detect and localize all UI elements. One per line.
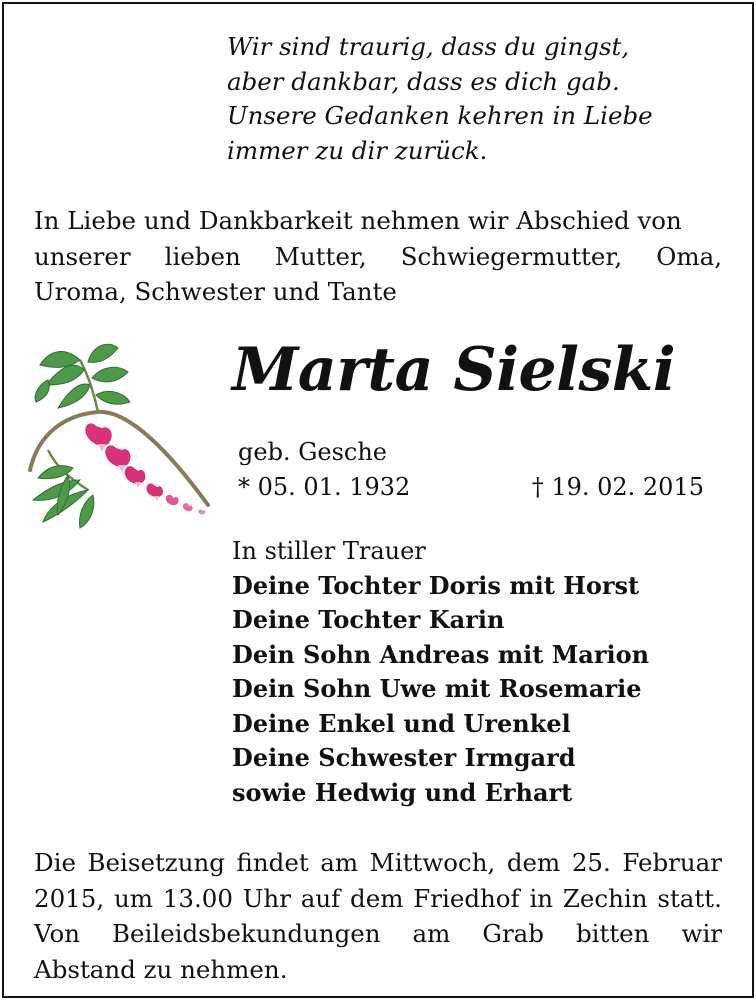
closing-word: dem (350, 883, 404, 913)
intro-word: unserer (34, 241, 131, 271)
closing-line (34, 916, 722, 952)
intro-line: In Liebe und Dankbarkeit nehmen wir Abschied von (34, 206, 682, 235)
maiden-name: geb. Gesche (238, 438, 387, 466)
closing-word: bitten (575, 919, 650, 948)
mourner-entry: Deine Schwester Irmgard (232, 743, 576, 772)
mourner-entry: Deine Tochter Karin (232, 605, 505, 634)
closing-line (34, 881, 722, 917)
poem-line: aber dankbar, dass es dich gab. (227, 66, 620, 96)
closing-word: 13.00 (162, 883, 233, 913)
mourner-entry: Deine Enkel und Urenkel (232, 708, 571, 738)
closing-word: wir (681, 919, 722, 948)
intro-word: Schwiegermutter, (400, 241, 623, 271)
mourner-entry: Dein Sohn Uwe mit Rosemarie (232, 674, 642, 703)
intro-line: Uroma, Schwester und Tante (34, 277, 397, 306)
closing-word: Grab (482, 919, 544, 948)
poem-line: Unsere Gedanken kehren in Liebe (227, 101, 653, 130)
closing-word: in (529, 883, 554, 913)
closing-line: Abstand zu nehmen. (34, 954, 288, 984)
poem-line: immer zu dir zurück. (227, 135, 488, 165)
mourner-entry: Deine Tochter Doris mit Horst (232, 570, 640, 600)
intro-paragraph (34, 203, 722, 310)
closing-word: um (113, 883, 153, 913)
closing-word: Die (34, 848, 76, 877)
mourner-entry: Dein Sohn Andreas mit Marion (232, 639, 650, 669)
intro-word: Oma, (656, 241, 722, 271)
closing-word: Mittwoch, (369, 848, 496, 877)
closing-word: Uhr (242, 883, 291, 913)
closing-word: am (412, 919, 451, 948)
deceased-name: Marta Sielski (232, 335, 676, 405)
bleeding-heart-flower-icon (18, 340, 228, 530)
closing-word: statt. (657, 883, 722, 913)
closing-word: 2015, (34, 883, 105, 913)
memorial-poem (227, 30, 707, 168)
closing-word: auf (300, 883, 341, 913)
mourners-heading: In stiller Trauer (232, 537, 426, 565)
closing-word: Zechin (562, 883, 648, 913)
funeral-notice (34, 845, 722, 987)
mourners-block (232, 534, 732, 810)
closing-word: am (320, 848, 359, 877)
closing-word: Von (34, 919, 80, 948)
closing-word: Beileidsbekundungen (111, 919, 381, 948)
closing-word: 25. (571, 848, 611, 877)
closing-word: findet (236, 848, 309, 877)
mourner-entry: sowie Hedwig und Erhart (232, 777, 573, 807)
closing-word: Friedhof (413, 883, 520, 913)
intro-word: Mutter, (274, 241, 367, 271)
life-dates (238, 471, 704, 503)
intro-word: lieben (164, 241, 241, 271)
death-date: † 19. 02. 2015 (531, 473, 704, 501)
poem-line: Wir sind traurig, dass du gingst, (227, 32, 630, 61)
intro-line (34, 239, 722, 275)
closing-word: Beisetzung (87, 848, 225, 877)
birth-date: * 05. 01. 1932 (238, 473, 411, 501)
closing-word: dem (506, 848, 561, 877)
closing-line (34, 845, 722, 881)
closing-word: Februar (622, 848, 722, 877)
